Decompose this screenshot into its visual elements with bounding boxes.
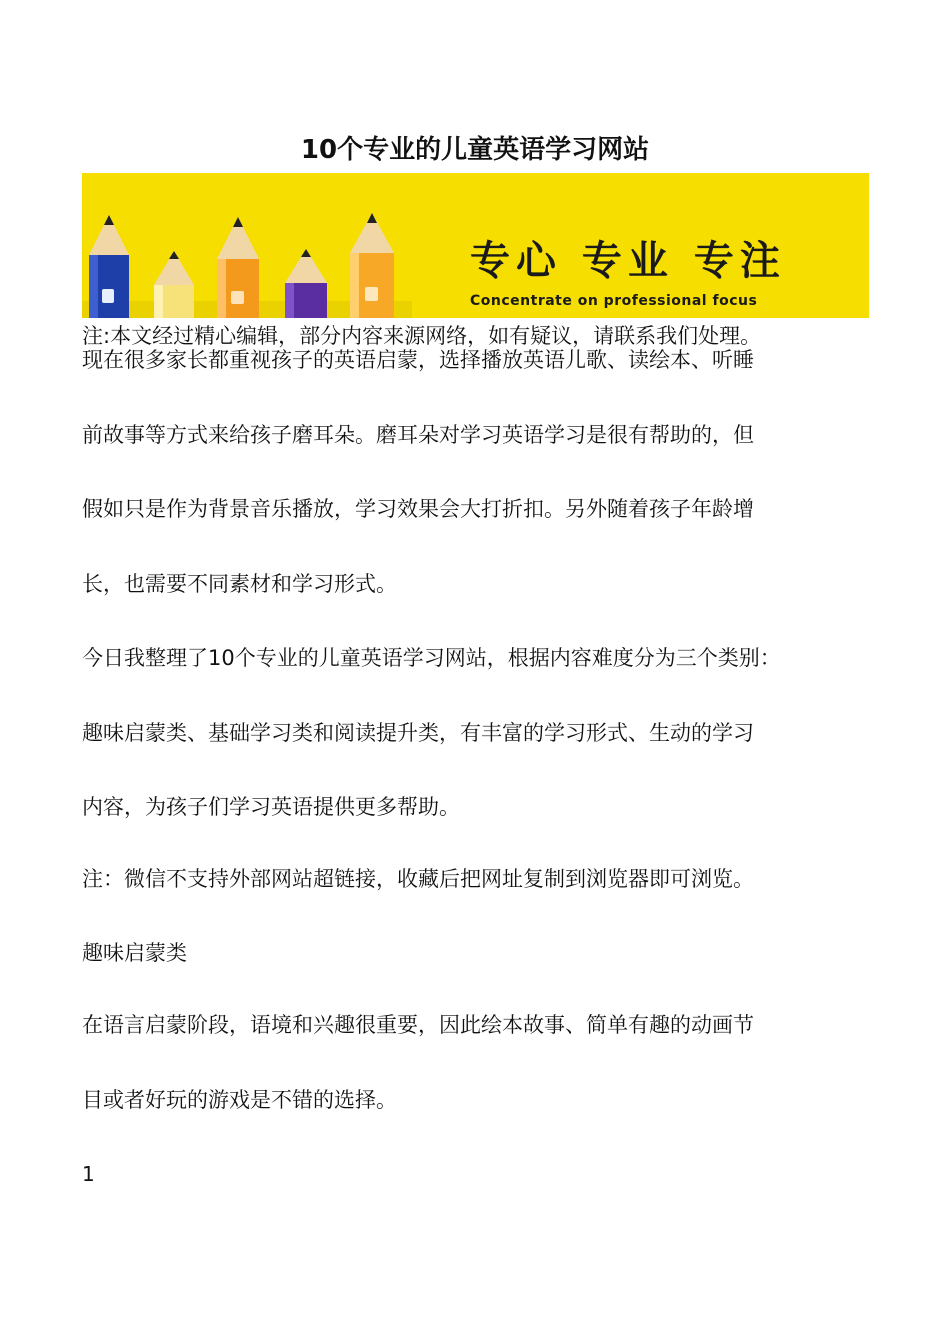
section-heading-text: 趣味启蒙类 bbox=[82, 941, 187, 965]
paragraph-line: 趣味启蒙类、基础学习类和阅读提升类，有丰富的学习形式、生动的学习 bbox=[82, 720, 754, 745]
paragraph-section-intro bbox=[82, 988, 882, 1137]
document-title: 10个专业的儿童英语学习网站 bbox=[300, 135, 650, 165]
pencil-purple-icon bbox=[285, 249, 327, 318]
paragraph-line: 注：微信不支持外部网站超链接，收藏后把网址复制到浏览器即可浏览。 bbox=[82, 867, 754, 891]
banner-slogan-cn: 专心 专业 专注 bbox=[470, 238, 786, 284]
page-number: 1 bbox=[82, 1162, 95, 1186]
pencil-yellow-icon bbox=[154, 251, 194, 318]
editorial-note: 注:本文经过精心编辑，部分内容来源网络，如有疑议，请联系我们处理。 bbox=[82, 324, 762, 348]
pencil-orange-tall-icon bbox=[350, 213, 394, 318]
paragraph-line: 长，也需要不同素材和学习形式。 bbox=[82, 571, 397, 596]
section-heading bbox=[82, 916, 882, 991]
pencil-blue-icon bbox=[89, 215, 129, 318]
banner-slogan-en: Concentrate on professional focus bbox=[470, 293, 758, 309]
paragraph-line: 现在很多家长都重视孩子的英语启蒙，选择播放英语儿歌、读绘本、听睡 bbox=[82, 348, 754, 372]
paragraph-wechat-note bbox=[82, 842, 882, 917]
banner-image bbox=[82, 173, 869, 318]
paragraph-intro bbox=[82, 323, 882, 621]
paragraph-line: 在语言启蒙阶段，语境和兴趣很重要，因此绘本故事、简单有趣的动画节 bbox=[82, 1013, 754, 1037]
pencil-orange-icon bbox=[217, 217, 259, 318]
paragraph-line: 内容，为孩子们学习英语提供更多帮助。 bbox=[82, 795, 460, 819]
banner-slogan bbox=[470, 235, 866, 311]
paragraph-overview bbox=[82, 621, 882, 845]
paragraph-line: 目或者好玩的游戏是不错的选择。 bbox=[82, 1087, 397, 1112]
paragraph-line: 今日我整理了10个专业的儿童英语学习网站，根据内容难度分为三个类别： bbox=[82, 646, 781, 670]
paragraph-line: 假如只是作为背景音乐播放，学习效果会大打折扣。另外随着孩子年龄增 bbox=[82, 497, 754, 521]
paragraph-line: 前故事等方式来给孩子磨耳朵。磨耳朵对学习英语学习是很有帮助的，但 bbox=[82, 422, 754, 447]
